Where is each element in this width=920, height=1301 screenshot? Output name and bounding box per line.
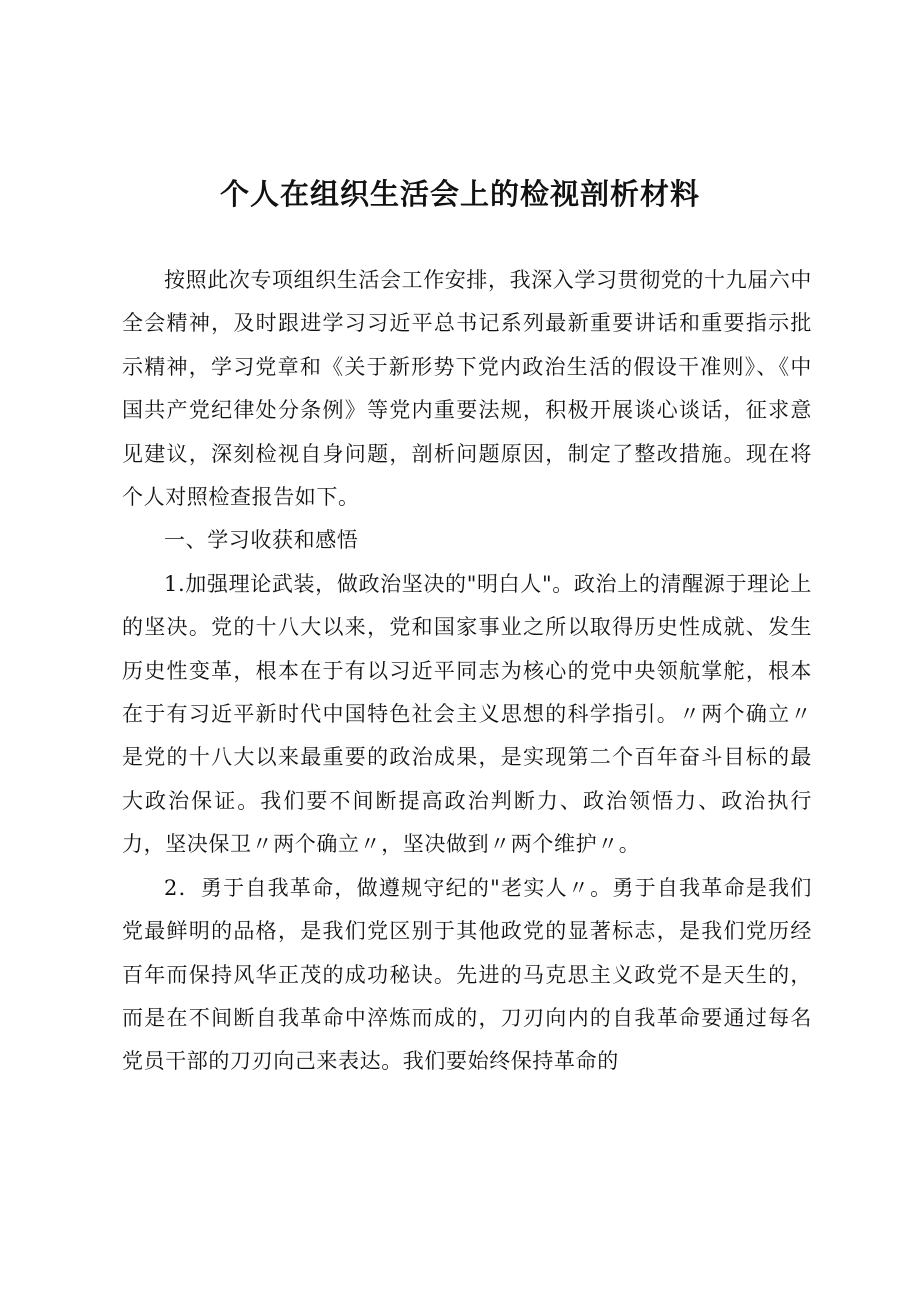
- document-body: [122, 259, 812, 1084]
- intro-paragraph: 按照此次专项组织生活会工作安排，我深入学习贯彻党的十九届六中全会精神，及时跟进学习习近平总书记系列最新重要讲话和重要指示批示精神，学习党章和《关于新形势下党内政治生活的假设干准则》、《中国共产党纪律处分条例》等党内重要法规，积极开展谈心谈话，征求意见建议，深刻检视自身问题，剖析问题原因，制定了整改措施。现在将个人对照检查报告如下。: [122, 268, 812, 510]
- point-2-paragraph: 2．勇于自我革命，做遵规守纪的"老实人〃。勇于自我革命是我们党最鲜明的品格，是我们党区别于其他政党的显著标志，是我们党历经百年而保持风华正茂的成功秘诀。先进的马克思主义政党不是天生的，而是在不间断自我革命中淬炼而成的，刀刃向内的自我革命要通过每名党员干部的刀刃向己来表达。我们要始终保持革命的: [122, 875, 812, 1074]
- section-heading: 一、学习收获和感悟: [164, 528, 359, 553]
- document-title: 个人在组织生活会上的检视剖析材料: [219, 177, 700, 211]
- point-1-paragraph: 1.加强理论武装，做政治坚决的"明白人"。政治上的清醒源于理论上的坚决。党的十八大以来，党和国家事业之所以取得历史性成就、发生历史性变革，根本在于有以习近平同志为核心的党中央领航掌舵，根本在于有习近平新时代中国特色社会主义思想的科学指引。〃两个确立〃是党的十八大以来最重要的政治成果，是实现第二个百年奋斗目标的最大政治保证。我们要不间断提高政治判断力、政治领悟力、政治执行力，坚决保卫〃两个确立〃，坚决做到〃两个维护〃。: [122, 571, 812, 857]
